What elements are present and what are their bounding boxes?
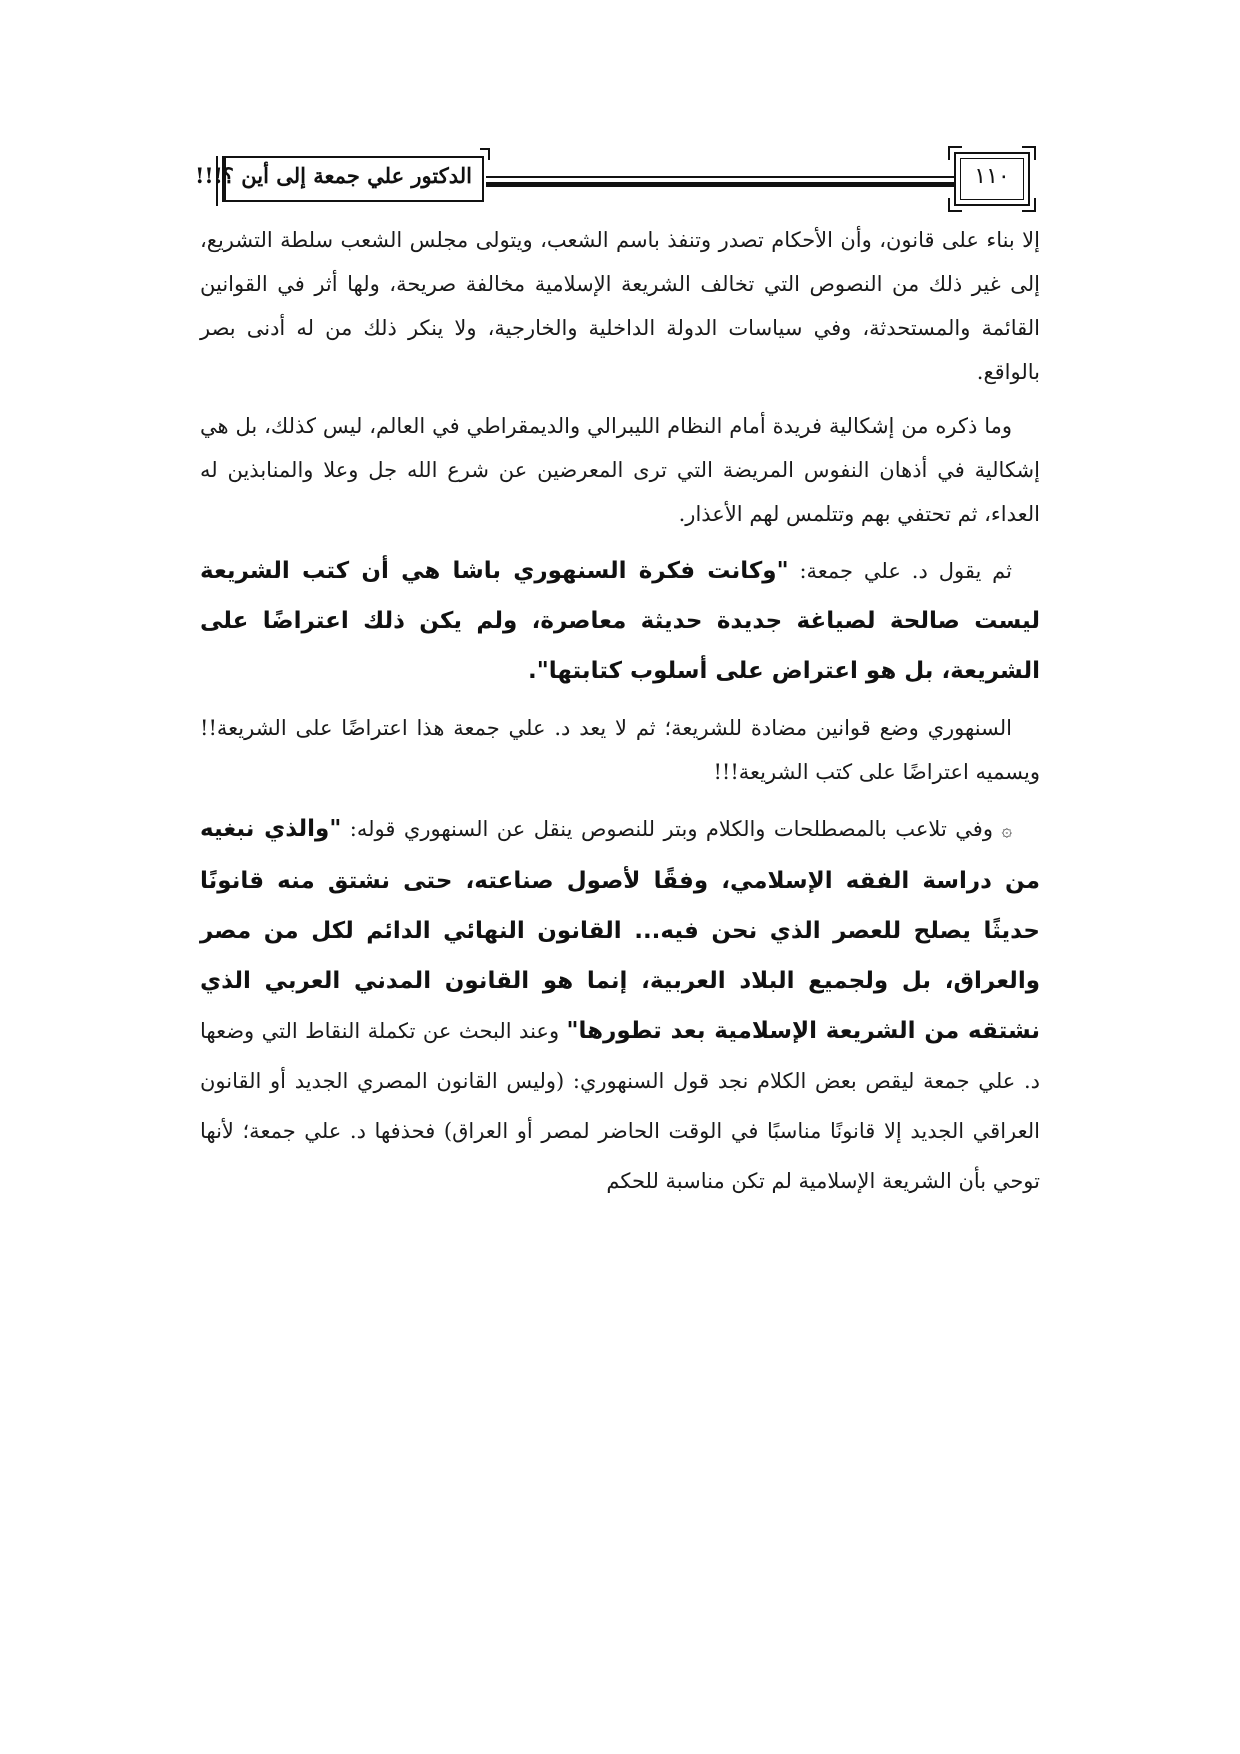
quotation-sanhouri-idea: "وكانت فكرة السنهوري باشا هي أن كتب الشريعة ليست صالحة لصياغة جديدة حديثة معاصرة، ولم يكن ذلك اعتراضًا على الشريعة، بل هو اعتراض على أسلوب كتابتها".	[200, 558, 1040, 684]
frame-corner-ornament	[948, 146, 962, 160]
frame-corner-ornament	[948, 198, 962, 212]
paragraph-2: وما ذكره من إشكالية فريدة أمام النظام الليبرالي والديمقراطي في العالم، ليس كذلك، بل هي إشكالية في أذهان النفوس المريضة التي ترى المعرضين عن شرع الله جل وعلا والمنابذين له العداء، ثم تحتفي بهم وتتلمس لهم الأعذار.	[200, 414, 1040, 526]
paragraph-4: السنهوري وضع قوانين مضادة للشريعة؛ ثم لا يعد د. علي جمعة هذا اعتراضًا على الشريعة!! ويسميه اعتراضًا على كتب الشريعة!!!	[200, 716, 1040, 784]
quotation-sanhouri-law: "والذي نبغيه من دراسة الفقه الإسلامي، وفقًا لأصول صناعته، حتى نشتق منه قانونًا حديثًا يصلح للعصر الذي نحن فيه... القانون النهائي الدائم لكل من مصر والعراق، بل ولجميع البلاد العربية، إنما هو القانون المدني العربي الذي نشتقه من الشريعة الإسلامية بعد تطورها"	[200, 816, 1040, 1044]
page-number: ١١٠	[974, 164, 1010, 189]
paragraph-3-intro: ثم يقول د. علي جمعة:	[788, 559, 1013, 583]
running-title: الدكتور علي جمعة إلى أين ؟!!!	[195, 163, 472, 188]
page-header	[195, 148, 1040, 210]
paragraph-5-intro: وفي تلاعب بالمصطلحات والكلام وبتر للنصوص ينقل عن السنهوري قوله:	[341, 817, 993, 841]
ornament-icon: ۞	[1001, 820, 1012, 841]
paragraph-5-rest: وعند البحث عن تكملة النقاط التي وضعها د. علي جمعة ليقص بعض الكلام نجد قول السنهوري: (وليس القانون المصري الجديد أو القانون العراقي الجديد إلا قانونًا مناسبًا في الوقت الحاضر لمصر أو العراق) فحذفها د. علي جمعة؛ لأنها توحي بأن الشريعة الإسلامية لم تكن مناسبة للحكم	[200, 1019, 1040, 1193]
paragraph-1: إلا بناء على قانون، وأن الأحكام تصدر وتنفذ باسم الشعب، ويتولى مجلس الشعب سلطة التشريع، إلى غير ذلك من النصوص التي تخالف الشريعة الإسلامية مخالفة صريحة، ولها أثر في القوانين القائمة والمستحدثة، وفي سياسات الدولة الداخلية والخارجية، ولا ينكر ذلك من له أدنى بصر بالواقع.	[200, 228, 1040, 384]
page-number-frame	[954, 152, 1030, 206]
frame-corner-ornament	[1022, 198, 1036, 212]
paragraph-5	[200, 804, 1040, 1206]
frame-corner-ornament	[1022, 146, 1036, 160]
running-title-frame	[195, 156, 484, 202]
title-frame-ornament	[480, 148, 490, 160]
header-rule-thin	[486, 176, 954, 178]
body-text	[200, 218, 1040, 1216]
header-rule-thick	[486, 182, 954, 187]
paragraph-3	[200, 546, 1040, 696]
